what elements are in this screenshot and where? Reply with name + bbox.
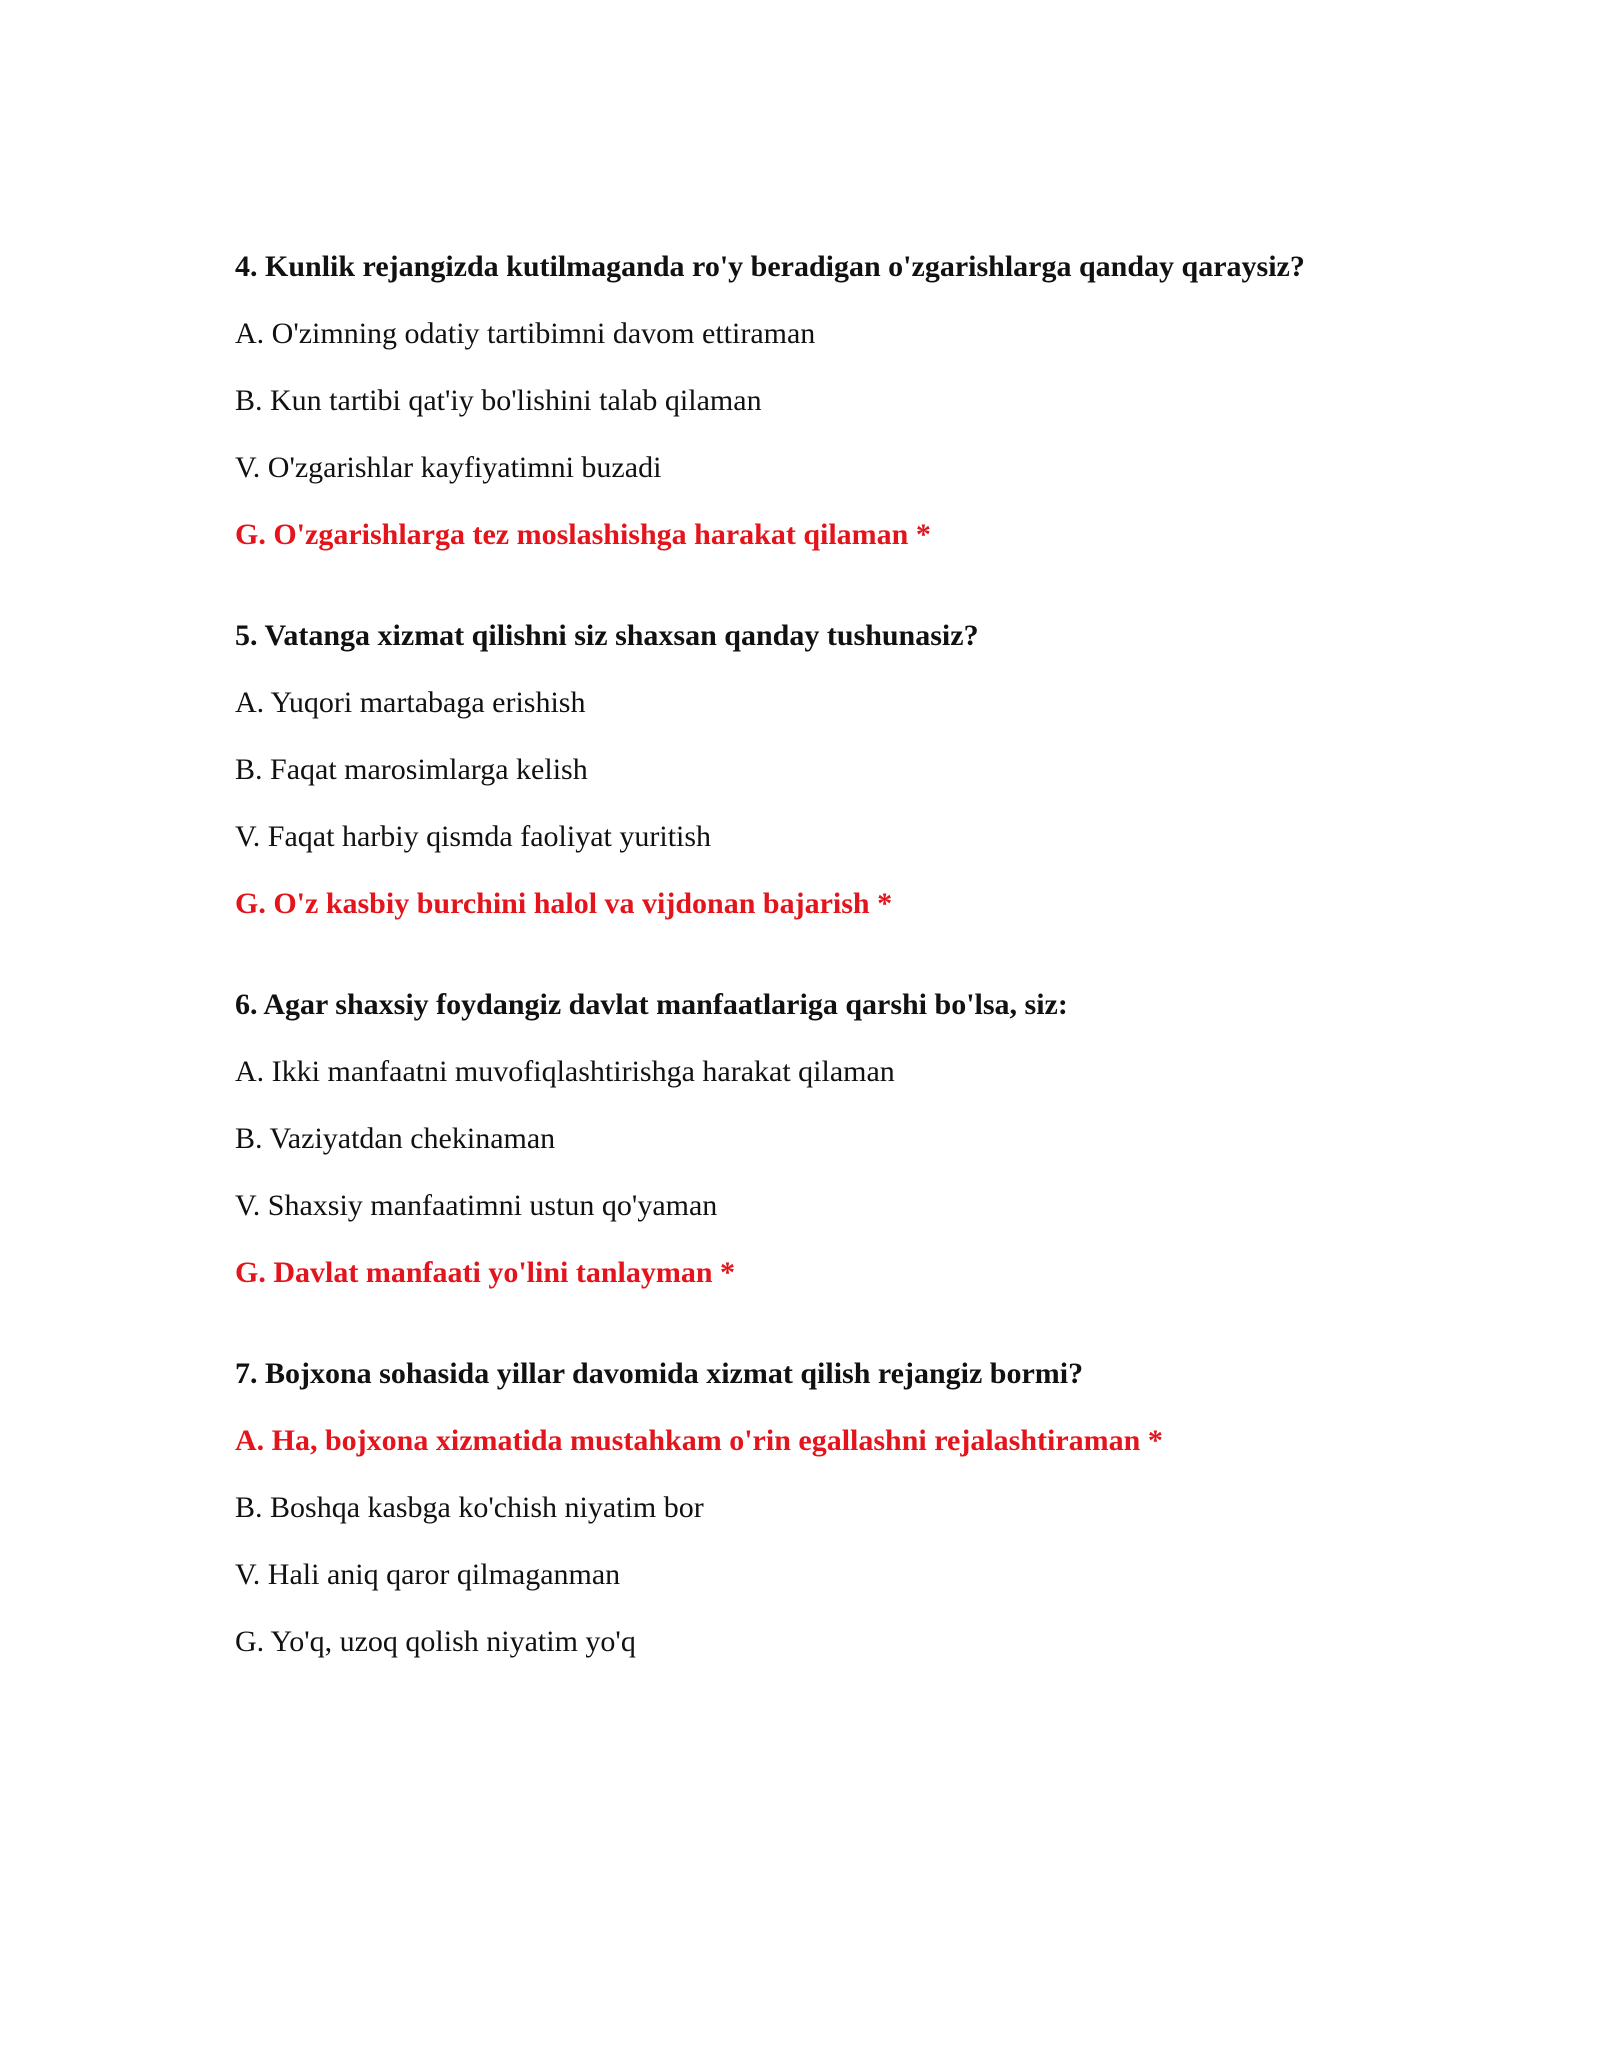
- question-text: 4. Kunlik rejangizda kutilmaganda ro'y beradigan o'zgarishlarga qanday qaraysiz?: [235, 250, 1305, 283]
- question-text: 5. Vatanga xizmat qilishni siz shaxsan qanday tushunasiz?: [235, 619, 979, 652]
- quiz-body: [235, 250, 1435, 1659]
- answer-option-correct: A. Ha, bojxona xizmatida mustahkam o'rin egallashni rejalashtiraman *: [235, 1424, 1163, 1457]
- answer-option-correct: G. O'z kasbiy burchini halol va vijdonan bajarish *: [235, 887, 893, 920]
- answer-option: B. Kun tartibi qat'iy bo'lishini talab qilaman: [235, 384, 762, 417]
- question-block: [235, 619, 1435, 921]
- answer-option: V. Shaxsiy manfaatimni ustun qo'yaman: [235, 1189, 718, 1222]
- answer-option: V. Faqat harbiy qismda faoliyat yuritish: [235, 820, 712, 853]
- answer-option: G. Yo'q, uzoq qolish niyatim yo'q: [235, 1625, 636, 1658]
- answer-option: A. O'zimning odatiy tartibimni davom ettiraman: [235, 317, 816, 350]
- answer-option: A. Ikki manfaatni muvofiqlashtirishga harakat qilaman: [235, 1055, 895, 1088]
- answer-option-correct: G. O'zgarishlarga tez moslashishga harakat qilaman *: [235, 518, 931, 551]
- answer-option: B. Faqat marosimlarga kelish: [235, 753, 588, 786]
- answer-option: B. Vaziyatdan chekinaman: [235, 1122, 556, 1155]
- question-block: [235, 250, 1435, 552]
- answer-option: V. O'zgarishlar kayfiyatimni buzadi: [235, 451, 662, 484]
- answer-option-correct: G. Davlat manfaati yo'lini tanlayman *: [235, 1256, 736, 1289]
- answer-option: B. Boshqa kasbga ko'chish niyatim bor: [235, 1491, 704, 1524]
- answer-option: A. Yuqori martabaga erishish: [235, 686, 586, 719]
- question-text: 6. Agar shaxsiy foydangiz davlat manfaatlariga qarshi bo'lsa, siz:: [235, 988, 1068, 1021]
- question-block: [235, 988, 1435, 1290]
- answer-option: V. Hali aniq qaror qilmaganman: [235, 1558, 621, 1591]
- question-block: [235, 1357, 1435, 1659]
- question-text: 7. Bojxona sohasida yillar davomida xizmat qilish rejangiz bormi?: [235, 1357, 1084, 1390]
